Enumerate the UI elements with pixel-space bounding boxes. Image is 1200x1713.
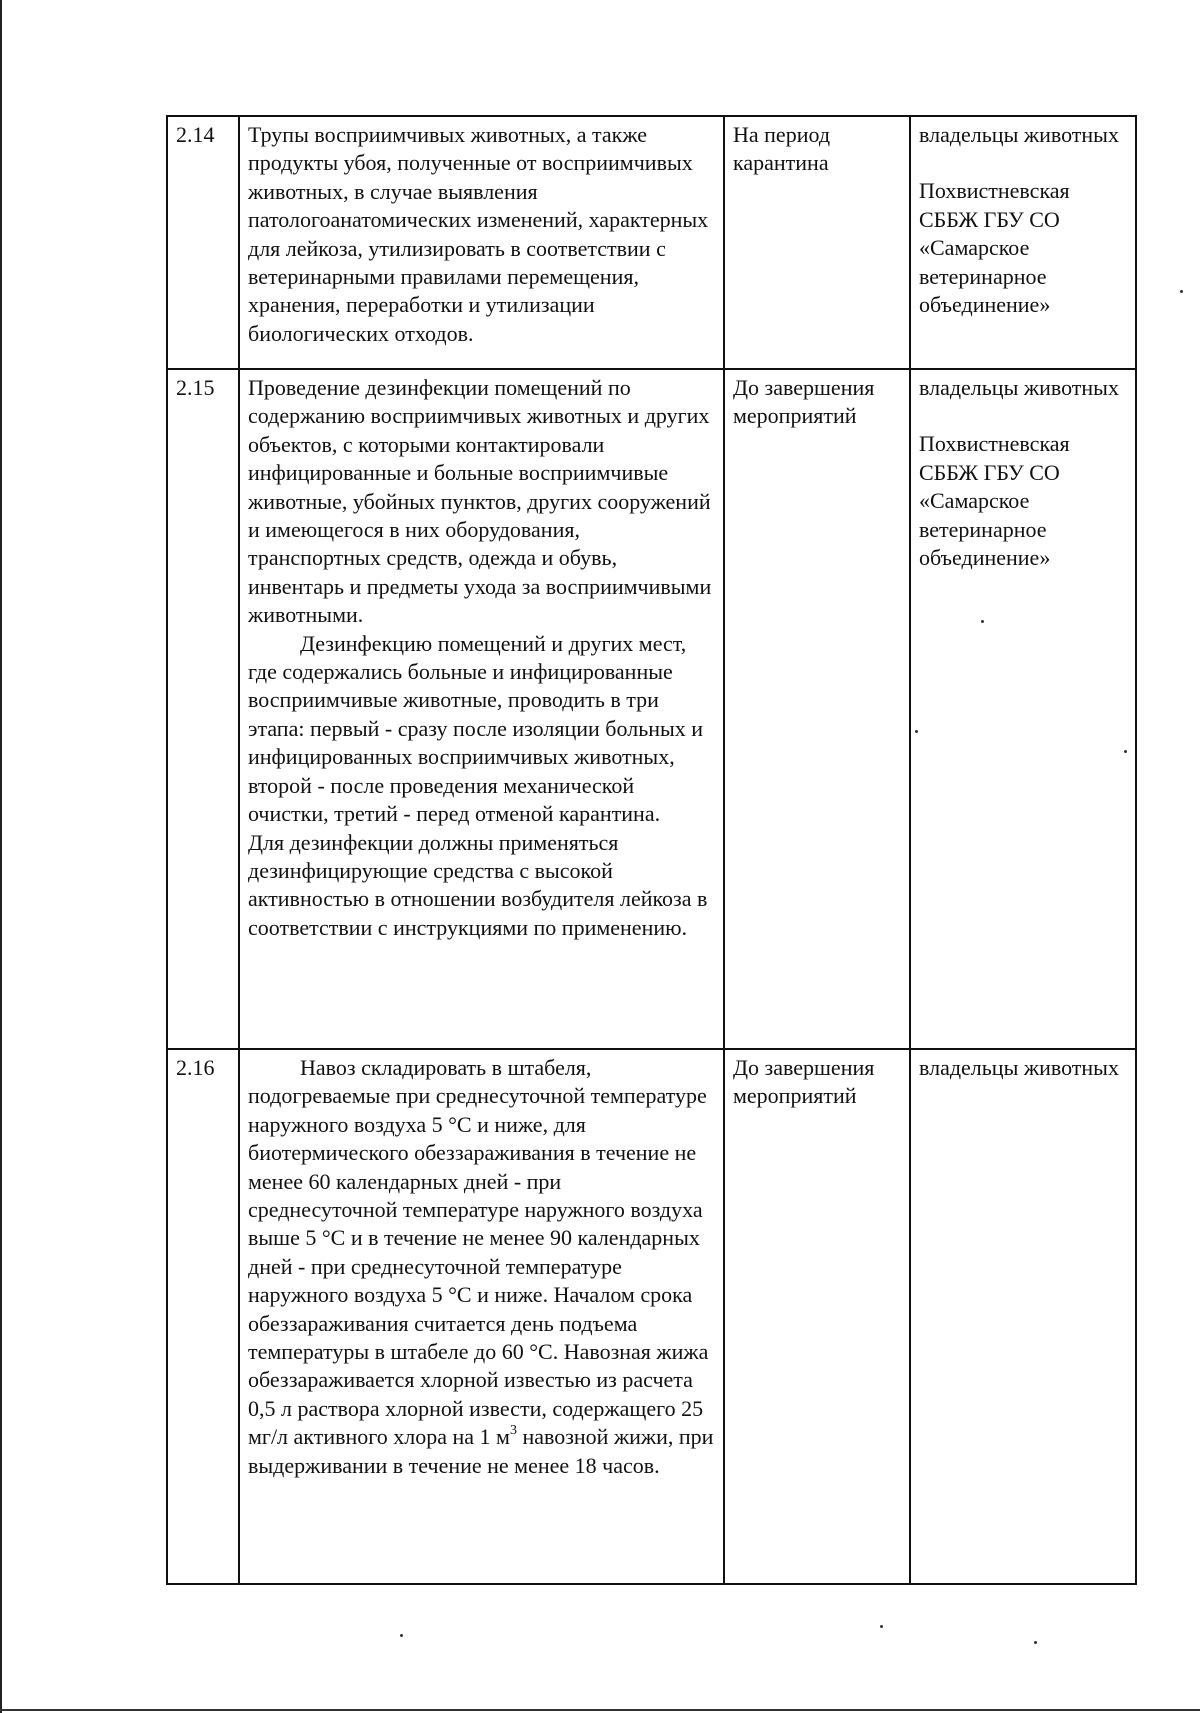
responsible-cell <box>910 116 1136 369</box>
term-text: До завершения мероприятий <box>733 375 875 429</box>
row-number <box>167 116 239 369</box>
term-text: На период карантина <box>733 122 831 176</box>
superscript-three: 3 <box>509 1423 517 1439</box>
term-cell <box>724 116 910 369</box>
responsible-owner: владельцы животных <box>919 375 1119 400</box>
row-number <box>167 369 239 1049</box>
row-number-text: 2.14 <box>176 122 215 147</box>
table-row <box>167 116 1136 369</box>
action-paragraph: Трупы восприимчивых животных, а также продукты убоя, полученные от восприимчивых животных, в случае выявления патологоанатомических изменений, характерных для лейкоза, утилизировать в соответствии с ветеринарными правилами перемещения, хранения, переработки и утилизации биологических отходов. <box>248 122 709 346</box>
term-cell <box>724 1049 910 1584</box>
table-row <box>167 369 1136 1049</box>
page-left-edge <box>0 0 2 1713</box>
table-row <box>167 1049 1136 1584</box>
measures-table <box>166 115 1137 1585</box>
row-number-text: 2.16 <box>176 1055 215 1080</box>
action-cell <box>239 369 724 1049</box>
row-number <box>167 1049 239 1584</box>
responsible-org: Похвистневская СББЖ ГБУ СО «Самарское ветеринарное объединение» <box>919 431 1070 571</box>
action-paragraph: Проведение дезинфекции помещений по содержанию восприимчивых животных и других объектов, с которыми контактировали инфицированные и больные восприимчивые животные, убойных пунктов, других сооружений и имеющегося в них оборудования, транспортных средств, одежда и обувь, инвентарь и предметы ухода за восприимчивыми животными. <box>248 375 712 628</box>
term-text: До завершения мероприятий <box>733 1055 875 1109</box>
row-number-text: 2.15 <box>176 375 215 400</box>
action-text: Навоз складировать в штабеля, подогреваемые при среднесуточной температуре наружного воздуха 5 °С и ниже, для биотермического обеззараживания в течение не менее 60 календарных дней - при среднесуточной температуре наружного воздуха выше 5 °С и в течение не менее 90 календарных дней - при среднесуточной температуре наружного воздуха 5 °С и ниже. Началом срока обеззараживания считается день подъема температуры в штабеле до 60 °С. Навозная жижа обеззараживается хлорной известью из расчета 0,5 л раствора хлорной извести, содержащего 25 мг/л активного хлора на 1 м <box>248 1055 709 1450</box>
scan-speck <box>400 1634 403 1637</box>
responsible-owner: владельцы животных <box>919 122 1119 147</box>
responsible-owner: владельцы животных <box>919 1055 1119 1080</box>
action-text-tail: навозной жижи, при выдерживании в течение не менее 18 часов. <box>248 1424 714 1478</box>
scan-speck <box>1124 750 1127 753</box>
responsible-cell <box>910 1049 1136 1584</box>
action-paragraph: Дезинфекцию помещений и других мест, где содержались больные и инфицированные восприимчивые животные, проводить в три этапа: первый - сразу после изоляции больных и инфицированных восприимчивых животных, второй - после проведения механической очистки, третий - перед отменой карантина. <box>248 630 704 827</box>
action-cell <box>239 1049 724 1584</box>
scan-speck <box>1034 1641 1037 1644</box>
scan-speck <box>981 620 984 623</box>
action-cell <box>239 116 724 369</box>
scan-speck <box>1180 290 1183 293</box>
action-paragraph <box>248 1054 715 1480</box>
responsible-cell <box>910 369 1136 1049</box>
page-bottom-edge <box>0 1709 1200 1711</box>
term-cell <box>724 369 910 1049</box>
action-paragraph: Для дезинфекции должны применяться дезинфицирующие средства с высокой активностью в отношении возбудителя лейкоза в соответствии с инструкциями по применению. <box>248 829 708 940</box>
scan-speck <box>880 1625 883 1628</box>
responsible-org: Похвистневская СББЖ ГБУ СО «Самарское ветеринарное объединение» <box>919 178 1070 318</box>
scan-speck <box>915 730 918 733</box>
